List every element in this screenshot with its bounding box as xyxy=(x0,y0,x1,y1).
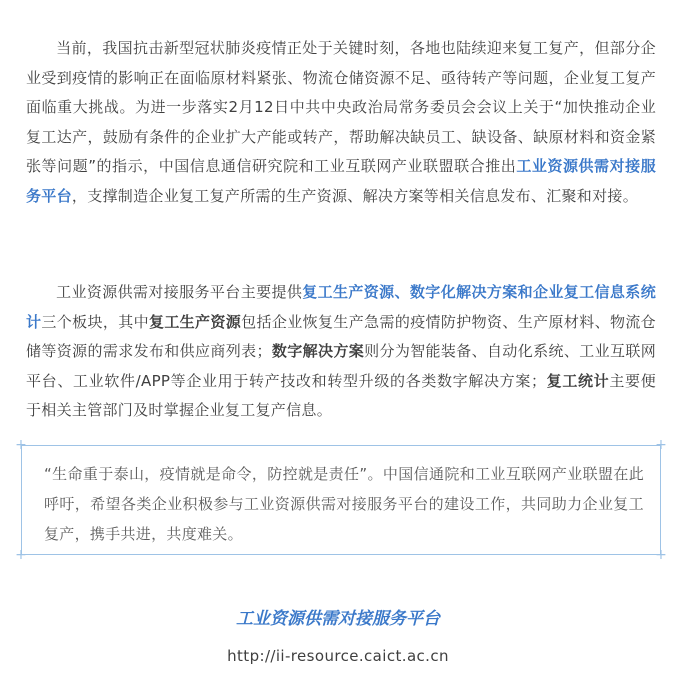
term-digital-solutions: 数字解决方案 xyxy=(271,342,365,360)
intro-text-1: 当前，我国抗击新型冠状肺炎疫情正处于关键时刻，各地也陆续迎来复工复产，但部分企业受到疫情的影响正在面临原材料紧张、物流仓储资源不足、亟待转产等问题，企业复工复产面临重大挑战。为进一步落实2月12日中共中央政治局常务委员会会议上关于“加快推动企业复工达产，鼓励有条件的企业扩大产能或转产，帮助解决缺员工、缺设备、缺原材料和资金紧张等问题”的指示，中国信息通信研究院和工业互联网产业联盟联合推出 xyxy=(26,39,656,175)
modules-text-1: 工业资源供需对接服务平台主要提供 xyxy=(56,283,303,301)
modules-text-3: 包括企业恢复生产急需的疫情防护物资、生产原材料、物流仓储等资源的需求发布和供应商列表； xyxy=(26,312,656,360)
corner-plus-icon: + xyxy=(655,437,667,453)
footer-url-link[interactable]: http://ii-resource.caict.ac.cn xyxy=(227,647,449,665)
term-resources: 复工生产资源 xyxy=(148,312,242,331)
modules-highlight: 复工生产资源、数字化解决方案和企业复工信息系统计 xyxy=(26,283,656,331)
intro-text-2: ，支撑制造企业复工复产所需的生产资源、解决方案等相关信息发布、汇聚和对接。 xyxy=(71,186,639,205)
quote-text: “生命重于泰山，疫情就是命令，防控就是责任”。中国信通院和工业互联网产业联盟在此呼吁，希望各类企业积极参与工业资源供需对接服务平台的建设工作，共同助力企业复工复产，携手共进，共度难关。 xyxy=(44,465,644,543)
corner-plus-icon: + xyxy=(15,437,27,453)
modules-text-4: 则分为智能装备、自动化系统、工业互联网平台、工业软件/APP等企业用于转产技改和转型升级的各类数字解决方案； xyxy=(26,342,656,390)
modules-text-2: 三个板块，其中 xyxy=(41,312,149,331)
term-statistics: 复工统计 xyxy=(546,371,610,390)
modules-paragraph xyxy=(26,278,656,426)
frame-bottom-line xyxy=(21,554,661,555)
frame-top-line xyxy=(21,445,661,446)
intro-paragraph xyxy=(26,34,656,211)
corner-plus-icon: + xyxy=(15,547,27,563)
frame-left-line xyxy=(21,445,22,555)
corner-plus-icon: + xyxy=(655,547,667,563)
frame-right-line xyxy=(660,445,661,555)
modules-text-5: 主要便于相关主管部门及时掌握企业复工复产信息。 xyxy=(26,371,656,419)
platform-name-link[interactable]: 工业资源供需对接服务平台 xyxy=(26,157,656,205)
footer-platform-title: 工业资源供需对接服务平台 xyxy=(236,609,440,629)
